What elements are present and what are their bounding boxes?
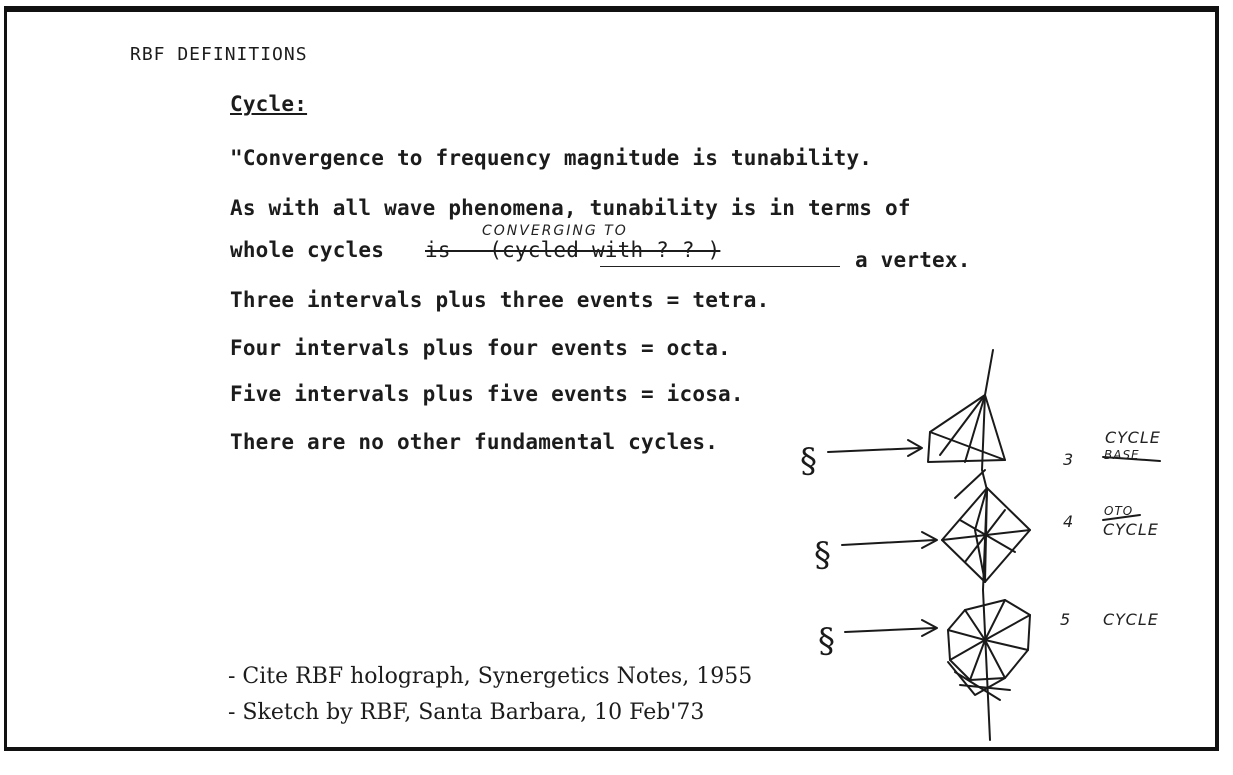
section-mark-3: § (818, 621, 835, 661)
section-mark-2: § (814, 535, 831, 575)
footnote-2: - Sketch by RBF, Santa Barbara, 10 Feb'73 (228, 700, 705, 725)
cycle-label-5-text: CYCLE (1103, 610, 1159, 629)
text-line-7: There are no other fundamental cycles. (230, 430, 719, 454)
text-line-2: As with all wave phenomena, tunability is in terms of (230, 196, 911, 220)
text-line-1: "Convergence to frequency magnitude is tunability. (230, 146, 873, 170)
struck-text: is — (cycled with ? ? ) (425, 238, 721, 262)
tetrahedron-drawing (928, 395, 1005, 498)
vertex-tail: a vertex. (855, 248, 971, 272)
handwritten-insert: CONVERGING TO (482, 223, 628, 239)
struck-word-oto: OTO (1104, 504, 1134, 518)
icosahedron-drawing (948, 600, 1030, 700)
octahedron-drawing (942, 488, 1030, 582)
text-line-4: Three intervals plus three events = tetra. (230, 288, 770, 312)
cycle-label-3-num: 3 (1063, 450, 1075, 469)
cycle-heading: Cycle: (230, 92, 308, 116)
arrow-3-shaft (845, 628, 935, 632)
text-line-6: Five intervals plus five events = icosa. (230, 382, 744, 406)
text-line-5: Four intervals plus four events = octa. (230, 336, 731, 360)
cycle-label-3-text: CYCLE (1105, 428, 1161, 447)
page-bottom-strip (0, 760, 1233, 775)
document-title: RBF DEFINITIONS (130, 44, 308, 65)
arrow-1-shaft (828, 448, 920, 452)
cycle-label-5-num: 5 (1060, 610, 1072, 629)
vertical-axis-line (982, 350, 993, 740)
cycle-label-4-num: 4 (1063, 512, 1075, 531)
struck-word-base: BASE (1104, 448, 1140, 462)
footnote-1: - Cite RBF holograph, Synergetics Notes, 1955 (228, 664, 753, 689)
section-mark-1: § (800, 441, 817, 481)
arrow-2-shaft (842, 540, 935, 545)
cycle-label-4-text: CYCLE (1103, 520, 1159, 539)
text-line-3: whole cycles (230, 238, 385, 262)
